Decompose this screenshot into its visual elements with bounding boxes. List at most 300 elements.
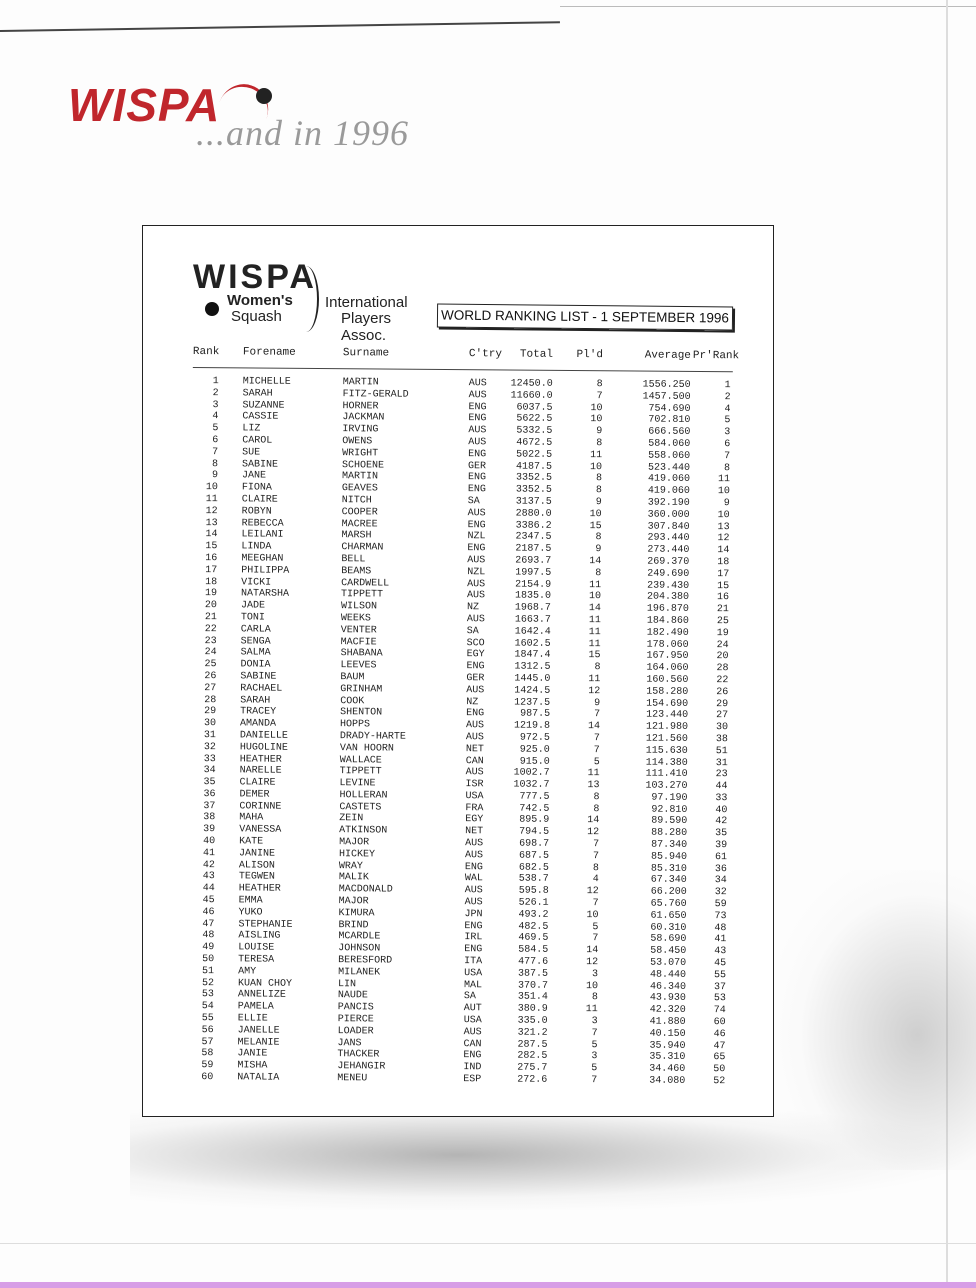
scan-edge-top-right <box>560 6 976 7</box>
cell-total: 1032.7 <box>513 779 550 791</box>
cell-total: 1237.5 <box>514 697 551 709</box>
cell-forename: MISHA <box>237 1060 268 1072</box>
cell-rank: 55 <box>201 1013 214 1025</box>
cell-rank: 2 <box>212 387 219 399</box>
cell-surname: WRAY <box>338 860 363 873</box>
cell-previous-rank: 60 <box>713 1017 726 1029</box>
cell-surname: HORNER <box>342 400 379 413</box>
cell-total: 2187.5 <box>515 543 552 555</box>
cell-played: 10 <box>585 980 599 992</box>
cell-total: 777.5 <box>519 791 550 803</box>
cell-country: CAN <box>463 1038 482 1050</box>
cell-average: 60.310 <box>650 922 687 934</box>
cell-played: 12 <box>587 827 600 839</box>
cell-average: 111.410 <box>645 768 688 781</box>
cell-surname: BRIND <box>338 919 369 932</box>
cell-rank: 15 <box>205 541 218 553</box>
cell-average: 48.440 <box>650 969 687 981</box>
cell-previous-rank: 5 <box>724 415 731 427</box>
cell-rank: 35 <box>203 777 216 789</box>
cell-surname: SHENTON <box>340 707 383 719</box>
cell-rank: 13 <box>205 517 218 529</box>
cell-previous-rank: 15 <box>717 580 730 592</box>
cell-played: 5 <box>591 1039 598 1051</box>
cell-surname: IRVING <box>342 424 379 436</box>
cell-total: 5332.5 <box>516 425 553 438</box>
cell-average: 558.060 <box>648 450 691 462</box>
cell-total: 335.0 <box>517 1015 548 1027</box>
cell-forename: DONIA <box>240 659 271 671</box>
cell-played: 7 <box>591 1075 598 1087</box>
cell-previous-rank: 39 <box>715 840 728 852</box>
cell-surname: HOLLERAN <box>339 790 388 802</box>
cell-average: 34.080 <box>649 1075 686 1087</box>
cell-previous-rank: 20 <box>716 651 729 663</box>
cell-total: 698.7 <box>519 838 550 850</box>
cell-surname: DRADY-HARTE <box>339 731 406 743</box>
cell-country: ENG <box>468 413 487 425</box>
cell-rank: 12 <box>205 505 218 517</box>
scan-border-bottom <box>0 1282 976 1288</box>
cell-total: 687.5 <box>518 850 550 862</box>
cell-forename: PHILIPPA <box>241 565 290 577</box>
cell-average: 196.870 <box>646 603 689 616</box>
cell-previous-rank: 8 <box>723 462 731 474</box>
cell-forename: MELANIE <box>237 1036 280 1049</box>
cell-surname: WILSON <box>340 601 378 613</box>
cell-country: ENG <box>467 472 487 484</box>
cell-played: 11 <box>588 674 601 686</box>
cell-country: ENG <box>467 484 486 496</box>
cell-rank: 59 <box>201 1060 214 1072</box>
cell-country: AUS <box>468 378 487 390</box>
cell-rank: 50 <box>202 954 215 966</box>
cell-country: ITA <box>464 956 483 968</box>
cell-total: 1997.5 <box>515 567 552 579</box>
cell-forename: EMMA <box>238 895 263 907</box>
cell-rank: 25 <box>204 659 217 671</box>
cell-forename: MEEGHAN <box>241 553 284 565</box>
cell-forename: MICHELLE <box>242 376 291 388</box>
cell-country: ENG <box>464 920 483 932</box>
cell-country: ENG <box>463 1050 482 1062</box>
cell-surname: JOHNSON <box>338 943 381 955</box>
cell-previous-rank: 35 <box>715 828 728 840</box>
cell-surname: COOPER <box>341 506 378 519</box>
cell-forename: SALMA <box>240 647 271 659</box>
cell-previous-rank: 28 <box>716 663 729 675</box>
cell-country: JPN <box>464 909 483 921</box>
cell-average: 34.460 <box>649 1063 686 1076</box>
cell-rank: 11 <box>205 494 218 506</box>
cell-played: 8 <box>596 379 603 391</box>
cell-total: 915.0 <box>519 756 550 768</box>
cell-previous-rank: 10 <box>717 509 730 521</box>
cell-played: 8 <box>593 803 600 815</box>
cell-forename: AMANDA <box>239 718 277 730</box>
cell-rank: 30 <box>203 718 217 730</box>
cell-forename: KUAN CHOY <box>237 978 293 990</box>
cell-previous-rank: 22 <box>716 675 729 687</box>
cell-previous-rank: 41 <box>714 934 727 946</box>
cell-total: 4672.5 <box>516 437 553 449</box>
cell-played: 9 <box>596 426 603 438</box>
cell-average: 178.060 <box>646 639 689 651</box>
cell-total: 1968.7 <box>514 602 551 614</box>
cell-country: EGY <box>465 814 484 826</box>
cell-total: 5022.5 <box>516 449 553 461</box>
cell-played: 10 <box>589 508 602 520</box>
cell-country: ENG <box>464 944 483 956</box>
cell-country: GER <box>468 460 487 472</box>
cell-country: SCO <box>466 637 485 649</box>
cell-rank: 5 <box>212 423 219 435</box>
cell-country: GER <box>466 673 485 685</box>
cell-total: 925.0 <box>519 744 550 756</box>
cell-played: 4 <box>592 874 599 886</box>
cell-forename: LINDA <box>241 541 272 553</box>
cell-rank: 6 <box>212 435 219 447</box>
cell-rank: 8 <box>212 458 219 470</box>
cell-previous-rank: 24 <box>716 639 729 651</box>
cell-average: 67.340 <box>650 875 687 887</box>
cell-average: 293.440 <box>647 532 690 545</box>
cell-previous-rank: 13 <box>717 521 730 533</box>
cell-surname: JANS <box>337 1037 362 1049</box>
cell-average: 115.630 <box>645 745 688 757</box>
cell-previous-rank: 34 <box>714 875 727 887</box>
cell-average: 42.320 <box>649 1004 686 1017</box>
cell-forename: VICKI <box>241 576 272 589</box>
cell-forename: CLAIRE <box>241 494 278 506</box>
cell-country: MAL <box>463 979 483 991</box>
cell-previous-rank: 4 <box>724 403 731 415</box>
cell-country: AUS <box>467 590 486 602</box>
cell-surname: HOPPS <box>339 719 371 731</box>
cell-played: 8 <box>595 567 602 579</box>
cell-surname: JACKMAN <box>342 412 385 424</box>
cell-country: ENG <box>464 861 483 873</box>
scan-edge-bottom <box>0 1243 976 1244</box>
cell-surname: MCARDLE <box>338 931 381 943</box>
cell-surname: VAN HOORN <box>339 742 394 755</box>
cell-played: 11 <box>588 638 601 650</box>
logo-text-squash: Squash <box>231 308 282 325</box>
logo-text-players-assoc: Players Assoc. <box>341 310 392 344</box>
cell-total: 3352.5 <box>515 472 553 485</box>
cell-average: 1457.500 <box>642 391 691 403</box>
header-total: Total <box>519 348 553 361</box>
cell-total: 5622.5 <box>516 413 553 426</box>
cell-forename: SABINE <box>242 458 279 471</box>
cell-average: 89.590 <box>651 816 688 828</box>
cell-previous-rank: 47 <box>713 1040 726 1052</box>
cell-played: 8 <box>596 438 603 450</box>
cell-average: 35.310 <box>649 1052 686 1064</box>
cell-rank: 40 <box>203 836 216 848</box>
cell-average: 392.190 <box>647 497 690 509</box>
cell-country: SA <box>463 991 476 1003</box>
cell-played: 11 <box>587 768 600 780</box>
cell-average: 523.440 <box>647 462 691 474</box>
cell-previous-rank: 74 <box>713 1005 726 1017</box>
logo-wordmark: WISPA <box>193 258 317 296</box>
cell-previous-rank: 46 <box>713 1028 726 1041</box>
cell-total: 6037.5 <box>516 402 553 414</box>
cell-forename: SARAH <box>242 388 273 400</box>
cell-country: AUS <box>465 720 485 732</box>
cell-forename: AISLING <box>238 930 281 943</box>
cell-average: 702.810 <box>648 414 691 427</box>
cell-total: 1424.5 <box>514 685 551 697</box>
cell-rank: 58 <box>201 1048 214 1060</box>
cell-previous-rank: 36 <box>714 863 727 875</box>
cell-country: ESP <box>463 1074 482 1086</box>
cell-rank: 17 <box>205 564 218 576</box>
cell-played: 5 <box>593 756 600 768</box>
cell-previous-rank: 6 <box>724 439 731 451</box>
cell-average: 43.930 <box>649 993 686 1005</box>
cell-country: FRA <box>465 802 484 814</box>
cell-rank: 34 <box>203 765 216 777</box>
cell-rank: 48 <box>202 930 215 942</box>
cell-forename: ANNELIZE <box>237 989 286 1002</box>
cell-total: 526.1 <box>518 897 549 909</box>
cell-forename: DEMER <box>239 789 270 801</box>
cell-previous-rank: 61 <box>714 851 728 864</box>
cell-played: 15 <box>588 650 601 662</box>
cell-played: 3 <box>591 1016 598 1028</box>
cell-surname: LEEVES <box>340 660 377 672</box>
cell-average: 154.690 <box>646 698 689 710</box>
cell-previous-rank: 48 <box>714 922 727 934</box>
cell-previous-rank: 21 <box>716 604 729 616</box>
cell-rank: 18 <box>205 576 218 588</box>
cell-rank: 39 <box>203 824 216 836</box>
cell-total: 742.5 <box>519 803 550 815</box>
cell-average: 167.950 <box>646 650 689 663</box>
cell-country: AUS <box>465 732 484 744</box>
header-rank: Rank <box>192 346 220 359</box>
cell-country: AUS <box>464 850 484 862</box>
cell-country: AUS <box>463 1026 482 1039</box>
cell-country: USA <box>464 967 483 980</box>
cell-country: NZL <box>467 531 486 543</box>
cell-country: AUS <box>465 767 484 779</box>
cell-surname: COOK <box>340 695 365 707</box>
cell-forename: SENGA <box>240 635 271 648</box>
ranking-list-title: WORLD RANKING LIST - 1 SEPTEMBER 1996 <box>437 303 733 330</box>
cell-country: SA <box>466 625 479 637</box>
header-forename: Forename <box>242 346 296 359</box>
cell-surname: BERESFORD <box>338 955 393 967</box>
cell-total: 1002.7 <box>513 767 550 780</box>
cell-surname: TIPPETT <box>339 766 382 778</box>
cell-total: 538.7 <box>518 874 549 886</box>
cell-played: 8 <box>595 532 602 544</box>
cell-surname: NAUDE <box>337 990 368 1002</box>
cell-total: 370.7 <box>517 980 549 992</box>
cell-average: 85.940 <box>650 851 688 863</box>
cell-surname: BEAMS <box>341 565 372 578</box>
cell-total: 351.4 <box>517 992 548 1004</box>
cell-average: 158.280 <box>646 686 689 698</box>
cell-average: 35.940 <box>649 1040 686 1052</box>
cell-forename: FIONA <box>241 482 272 494</box>
cell-previous-rank: 1 <box>724 380 731 392</box>
cell-surname: PANCIS <box>337 1002 374 1014</box>
cell-surname: WRIGHT <box>342 447 379 460</box>
cell-country: AUS <box>467 555 486 567</box>
cell-previous-rank: 38 <box>715 734 728 746</box>
cell-forename: VANESSA <box>239 824 282 836</box>
cell-surname: MILANEK <box>338 967 381 979</box>
cell-previous-rank: 30 <box>715 722 729 734</box>
cell-played: 14 <box>586 945 599 957</box>
cell-average: 1556.250 <box>642 379 691 391</box>
cell-rank: 44 <box>202 883 215 895</box>
cell-average: 58.450 <box>650 945 687 958</box>
cell-previous-rank: 65 <box>713 1052 726 1064</box>
cell-surname: MAJOR <box>339 837 370 849</box>
cell-previous-rank: 29 <box>716 698 729 710</box>
cell-rank: 57 <box>201 1036 214 1048</box>
cell-surname: FITZ-GERALD <box>342 388 409 401</box>
cell-forename: STEPHANIE <box>238 919 293 931</box>
cell-surname: SCHOENE <box>342 459 385 472</box>
cell-forename: SARAH <box>240 694 271 707</box>
cell-previous-rank: 16 <box>716 592 730 604</box>
cell-played: 10 <box>586 909 599 922</box>
cell-rank: 36 <box>203 788 216 801</box>
logo-text-womens: Women's <box>227 292 293 309</box>
cell-surname: LOADER <box>337 1025 374 1038</box>
cell-average: 160.560 <box>646 674 689 686</box>
cell-surname: NITCH <box>341 495 372 507</box>
cell-total: 682.5 <box>518 862 549 874</box>
cell-total: 477.6 <box>518 956 549 968</box>
cell-average: 204.380 <box>646 591 690 604</box>
cell-surname: VENTER <box>340 624 377 637</box>
brand-tagline: ...and in 1996 <box>196 113 410 153</box>
cell-previous-rank: 45 <box>714 958 727 970</box>
cell-played: 8 <box>592 862 599 874</box>
cell-total: 12450.0 <box>510 378 553 390</box>
cell-previous-rank: 37 <box>713 981 727 993</box>
cell-previous-rank: 40 <box>715 804 728 816</box>
cell-average: 307.840 <box>647 521 690 533</box>
cell-played: 7 <box>594 709 601 721</box>
cell-total: 493.2 <box>518 909 549 921</box>
cell-played: 11 <box>585 1004 598 1016</box>
cell-rank: 47 <box>202 918 215 930</box>
cell-total: 2347.5 <box>515 531 552 544</box>
cell-country: NZ <box>466 696 479 708</box>
cell-rank: 14 <box>205 529 218 541</box>
cell-forename: HEATHER <box>238 883 281 895</box>
cell-previous-rank: 52 <box>713 1076 726 1088</box>
cell-average: 40.150 <box>649 1028 686 1040</box>
cell-played: 14 <box>588 603 601 615</box>
cell-country: WAL <box>464 873 483 885</box>
cell-total: 3137.5 <box>515 496 552 508</box>
cell-forename: LIZ <box>242 423 261 435</box>
cell-rank: 56 <box>201 1024 214 1037</box>
cell-played: 3 <box>591 1051 598 1063</box>
cell-average: 103.270 <box>645 780 688 792</box>
cell-total: 584.5 <box>518 944 549 957</box>
cell-rank: 46 <box>202 906 215 919</box>
cell-played: 7 <box>593 744 600 756</box>
cell-previous-rank: 33 <box>715 793 728 805</box>
cell-rank: 29 <box>204 706 217 718</box>
cell-previous-rank: 17 <box>717 568 730 580</box>
cell-rank: 33 <box>203 753 216 765</box>
cell-played: 7 <box>593 733 600 745</box>
cell-forename: JADE <box>240 600 266 612</box>
cell-total: 11660.0 <box>510 390 553 402</box>
cell-total: 1602.5 <box>514 638 551 650</box>
header-played: Pl'd <box>576 349 603 362</box>
cell-rank: 41 <box>202 847 216 860</box>
cell-surname: MALIK <box>338 872 369 884</box>
cell-total: 321.2 <box>517 1027 548 1039</box>
cell-rank: 43 <box>202 871 215 883</box>
cell-surname: CARDWELL <box>341 577 390 590</box>
cell-surname: GRINHAM <box>340 683 383 696</box>
cell-average: 666.560 <box>648 426 691 439</box>
cell-forename: JANELLE <box>237 1025 280 1037</box>
cell-country: AUS <box>467 578 486 590</box>
cell-played: 14 <box>587 815 600 827</box>
cell-forename: NARELLE <box>239 765 282 778</box>
cell-average: 97.190 <box>651 792 688 804</box>
cell-rank: 26 <box>204 671 217 683</box>
cell-average: 164.060 <box>646 662 689 675</box>
cell-forename: JANIE <box>237 1048 268 1061</box>
cell-played: 3 <box>592 968 599 981</box>
cell-surname: OWENS <box>342 436 373 448</box>
cell-previous-rank: 19 <box>716 627 729 639</box>
cell-forename: DANIELLE <box>239 730 288 742</box>
cell-forename: TERESA <box>238 954 275 966</box>
cell-played: 7 <box>592 851 600 863</box>
cell-surname: BELL <box>341 554 366 566</box>
brand-wordmark: WISPA <box>68 79 221 131</box>
cell-total: 275.7 <box>517 1062 548 1075</box>
cell-total: 380.9 <box>517 1003 548 1016</box>
cell-average: 53.070 <box>650 957 687 969</box>
cell-rank: 4 <box>212 411 219 423</box>
cell-rank: 7 <box>212 446 219 458</box>
cell-played: 11 <box>588 626 601 638</box>
cell-rank: 53 <box>201 989 214 1001</box>
cell-country: USA <box>463 1015 482 1027</box>
cell-previous-rank: 10 <box>717 486 730 498</box>
cell-forename: CORINNE <box>239 801 282 813</box>
cell-forename: PAMELA <box>237 1001 274 1013</box>
cell-forename: ELLIE <box>237 1013 268 1025</box>
cell-country: AUS <box>466 614 485 626</box>
cell-country: AUS <box>468 389 487 402</box>
cell-total: 272.6 <box>517 1074 548 1086</box>
cell-played: 9 <box>595 544 602 556</box>
cell-total: 3386.2 <box>515 520 552 532</box>
cell-country: USA <box>465 791 484 803</box>
cell-average: 584.060 <box>648 438 691 450</box>
cell-average: 269.370 <box>647 556 690 568</box>
cell-played: 12 <box>586 886 599 898</box>
